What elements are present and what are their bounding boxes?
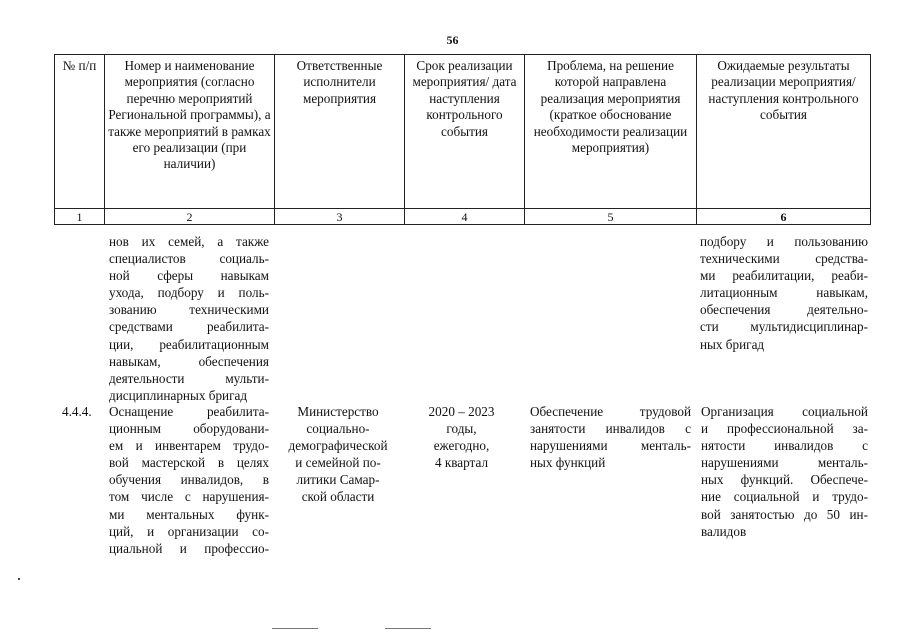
row-activity-text bbox=[109, 403, 269, 557]
text-line: ние социальной и трудо- bbox=[701, 489, 868, 505]
text-line: ции, реабилитационным bbox=[109, 336, 269, 352]
text-line: ежегодно, bbox=[433, 438, 490, 454]
text-line: нятости инвалидов с bbox=[701, 438, 868, 454]
text-line: техническими средства- bbox=[700, 251, 868, 267]
page-number: 56 bbox=[446, 33, 459, 47]
text-line: годы, bbox=[446, 421, 477, 437]
continuation-activity-text bbox=[109, 233, 269, 404]
text-line: ми ментальных функ- bbox=[109, 506, 269, 522]
row-number: 4.4.4. bbox=[62, 404, 92, 419]
text-line: зованию техническими bbox=[109, 302, 269, 318]
table-header bbox=[54, 54, 871, 225]
header-row bbox=[55, 55, 871, 209]
text-line: подбору и пользованию bbox=[700, 234, 868, 249]
text-line: Оснащение реабилита- bbox=[109, 404, 269, 419]
scan-mark bbox=[18, 578, 20, 580]
col-num-5: 5 bbox=[525, 209, 697, 225]
row-problem-text bbox=[530, 403, 691, 471]
header-col-results: Ожидаемые результаты реализации мероприятия/ наступления контрольного события bbox=[697, 55, 871, 209]
text-line: социально- bbox=[306, 421, 370, 437]
text-line: ухода, подбору и поль- bbox=[109, 285, 269, 301]
text-line: том числе с нарушения- bbox=[109, 489, 269, 505]
text-line: 2020 – 2023 bbox=[428, 404, 495, 419]
col-num-2: 2 bbox=[105, 209, 275, 225]
text-line: вой мастерской в целях bbox=[109, 455, 269, 471]
text-line: вой занятостью до 50 ин- bbox=[701, 506, 868, 522]
text-line: нарушениями менталь- bbox=[701, 455, 868, 471]
header-col-executors: Ответственные исполнители мероприятия bbox=[275, 55, 405, 209]
text-line: циальной и профессио- bbox=[109, 540, 269, 556]
text-line: ционным оборудовани- bbox=[109, 421, 269, 437]
text-line: ных бригад bbox=[700, 336, 765, 352]
text-line: ской области bbox=[301, 489, 375, 505]
text-line: деятельности мульти- bbox=[109, 370, 269, 386]
text-line: ных функций bbox=[530, 455, 606, 471]
header-col-number: № п/п bbox=[55, 55, 105, 209]
text-line: литационным навыкам, bbox=[700, 285, 868, 301]
text-line: ем и инвентарем трудо- bbox=[109, 438, 269, 454]
row-executors-text bbox=[278, 403, 398, 506]
header-col-deadline: Срок реализации мероприятия/ дата наступления контрольного события bbox=[405, 55, 525, 209]
text-line: обучения инвалидов, в bbox=[109, 472, 269, 488]
text-line: навыкам, обеспечения bbox=[109, 353, 269, 369]
text-line: дисциплинарных бригад bbox=[109, 387, 248, 403]
text-line: нов их семей, а также bbox=[109, 234, 269, 249]
text-line: 4 квартал bbox=[434, 455, 489, 471]
text-line: ми реабилитации, реаби- bbox=[700, 268, 868, 284]
text-line: нарушениями менталь- bbox=[530, 438, 691, 454]
row-deadline-text bbox=[404, 403, 519, 471]
scan-mark bbox=[385, 628, 431, 629]
text-line: специалистов социаль- bbox=[109, 251, 269, 267]
continuation-results-text bbox=[700, 233, 868, 353]
text-line: демографической bbox=[288, 438, 388, 454]
header-col-problem: Проблема, на решение которой направлена реализация мероприятия (краткое обоснование необходимости реализации мероприятия) bbox=[525, 55, 697, 209]
col-num-1: 1 bbox=[55, 209, 105, 225]
text-line: ной сферы навыкам bbox=[109, 268, 269, 284]
text-line: ных функций. Обеспече- bbox=[701, 472, 868, 488]
text-line: валидов bbox=[701, 523, 747, 539]
col-num-3: 3 bbox=[275, 209, 405, 225]
header-col-activity: Номер и наименование мероприятия (согласно перечню мероприятий Региональной программы), а также мероприятий в рамках его реализации (при наличии) bbox=[105, 55, 275, 209]
col-num-4: 4 bbox=[405, 209, 525, 225]
text-line: обеспечения деятельно- bbox=[700, 302, 868, 318]
text-line: занятости инвалидов с bbox=[530, 421, 691, 437]
text-line: и семейной по- bbox=[295, 455, 381, 471]
text-line: литики Самар- bbox=[296, 472, 380, 488]
text-line: Организация социальной bbox=[701, 404, 868, 419]
scan-mark bbox=[272, 628, 318, 629]
column-numbers-row bbox=[55, 209, 871, 225]
text-line: ций, и организации со- bbox=[109, 523, 269, 539]
text-line: Министерство bbox=[297, 404, 379, 419]
row-results-text bbox=[701, 403, 868, 540]
col-num-6: 6 bbox=[697, 209, 871, 225]
text-line: и профессиональной за- bbox=[701, 421, 868, 437]
text-line: сти мультидисциплинар- bbox=[700, 319, 868, 335]
text-line: средствами реабилита- bbox=[109, 319, 269, 335]
text-line: Обеспечение трудовой bbox=[530, 404, 691, 419]
